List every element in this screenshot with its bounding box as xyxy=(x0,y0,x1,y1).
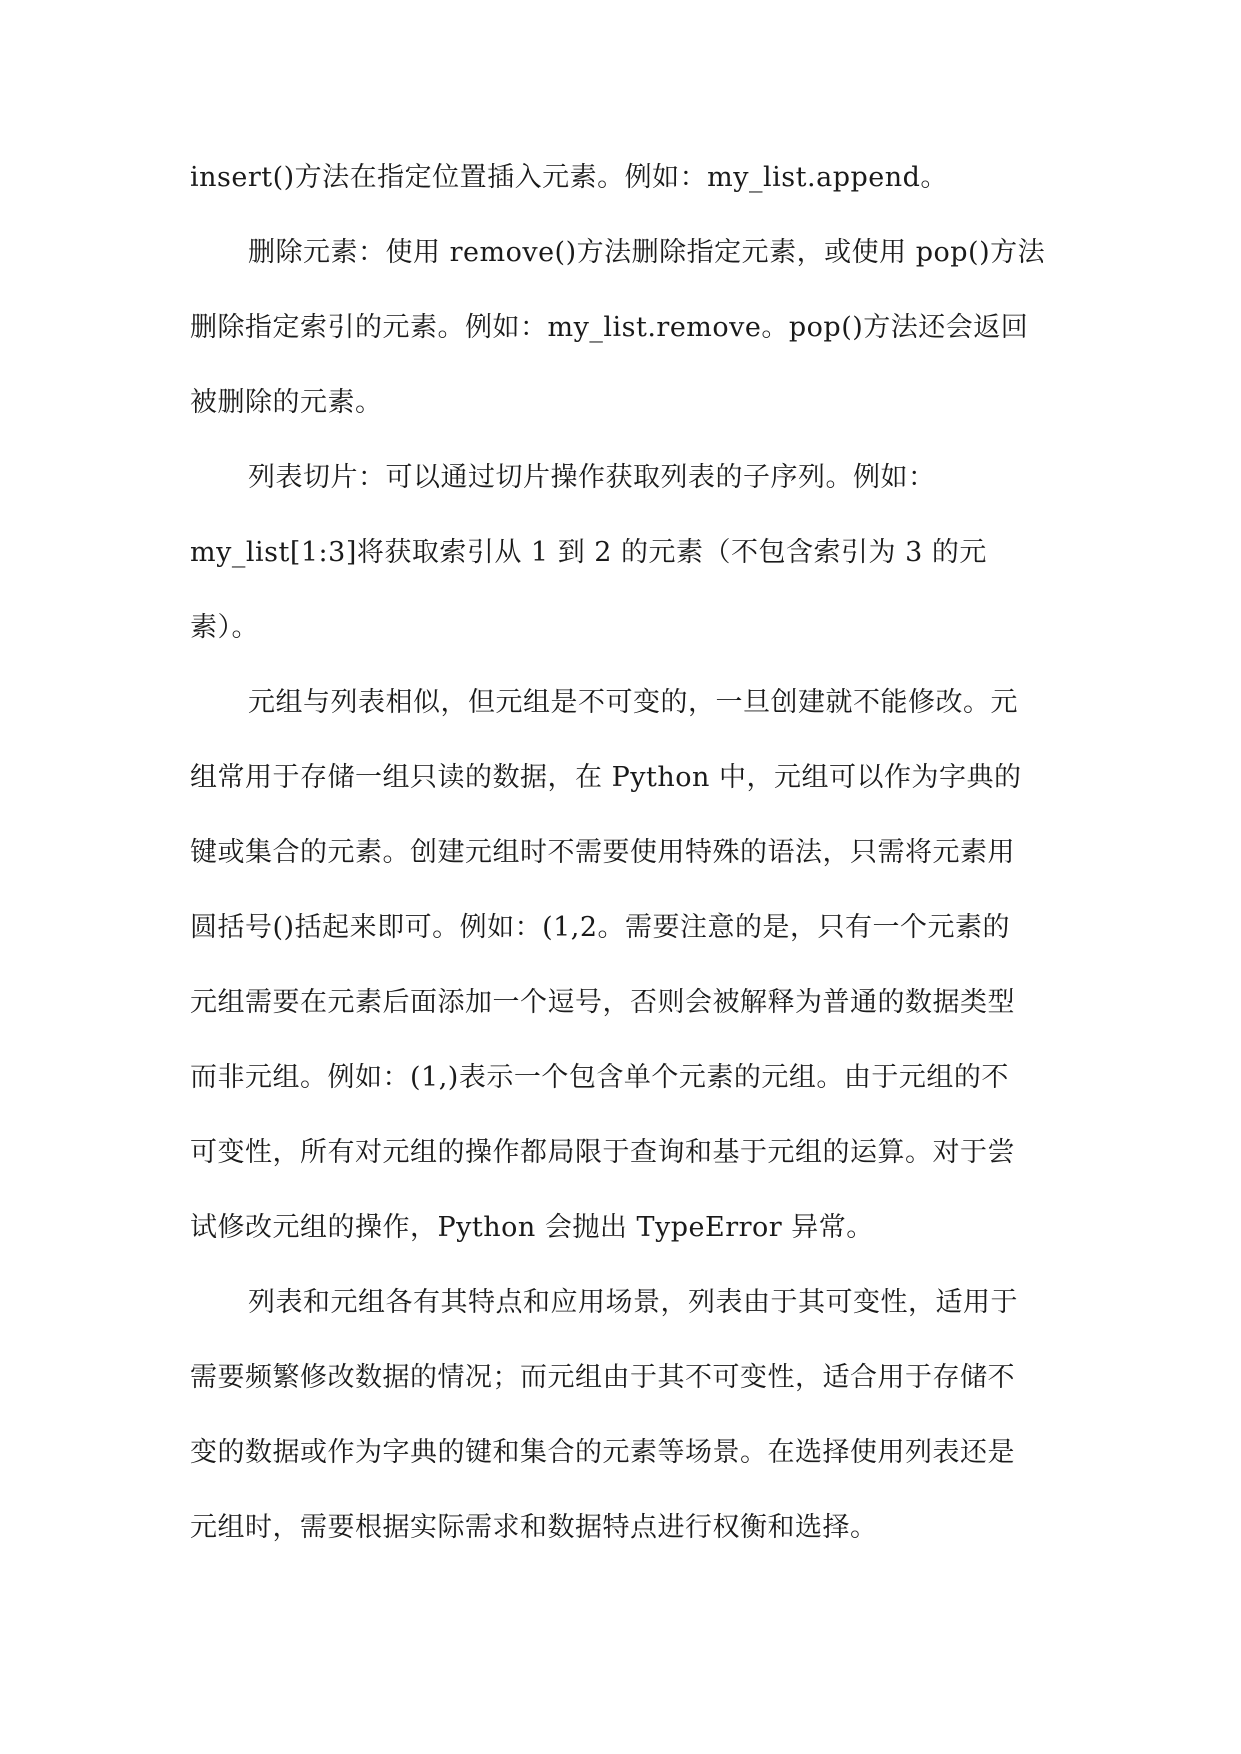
text-line: 元组与列表相似，但元组是不可变的，一旦创建就不能修改。元 xyxy=(248,687,1018,718)
text-line: 被删除的元素。 xyxy=(190,387,383,418)
paragraph xyxy=(190,665,1060,1265)
text-line: 删除元素：使用 remove()方法删除指定元素，或使用 pop()方法 xyxy=(248,237,1046,268)
text-line: 素）。 xyxy=(190,612,259,643)
paragraph xyxy=(190,140,1060,215)
text-line: 可变性，所有对元组的操作都局限于查询和基于元组的运算。对于尝 xyxy=(190,1137,1015,1168)
text-line: 列表和元组各有其特点和应用场景，列表由于其可变性，适用于 xyxy=(248,1287,1018,1318)
paragraph xyxy=(190,215,1060,440)
text-line: 试修改元组的操作，Python 会抛出 TypeError 异常。 xyxy=(190,1212,874,1243)
text-line: 组常用于存储一组只读的数据，在 Python 中，元组可以作为字典的 xyxy=(190,762,1022,793)
text-line: 而非元组。例如：(1,)表示一个包含单个元素的元组。由于元组的不 xyxy=(190,1062,1009,1093)
paragraph xyxy=(190,1265,1060,1565)
paragraph xyxy=(190,440,1060,665)
text-line: insert()方法在指定位置插入元素。例如：my_list.append。 xyxy=(190,162,948,193)
text-line: 键或集合的元素。创建元组时不需要使用特殊的语法，只需将元素用 xyxy=(190,837,1015,868)
text-line: 元组需要在元素后面添加一个逗号，否则会被解释为普通的数据类型 xyxy=(190,987,1015,1018)
text-line: 需要频繁修改数据的情况；而元组由于其不可变性，适合用于存储不 xyxy=(190,1362,1015,1393)
text-line: 删除指定索引的元素。例如：my_list.remove。pop()方法还会返回 xyxy=(190,312,1029,343)
text-line: 元组时，需要根据实际需求和数据特点进行权衡和选择。 xyxy=(190,1512,878,1543)
text-line: 变的数据或作为字典的键和集合的元素等场景。在选择使用列表还是 xyxy=(190,1437,1015,1468)
body-text xyxy=(190,140,1060,1565)
text-line: 列表切片：可以通过切片操作获取列表的子序列。例如： xyxy=(248,462,936,493)
text-line: my_list[1:3]将获取索引从 1 到 2 的元素（不包含索引为 3 的元 xyxy=(190,537,987,568)
text-line: 圆括号()括起来即可。例如：(1,2。需要注意的是，只有一个元素的 xyxy=(190,912,1011,943)
